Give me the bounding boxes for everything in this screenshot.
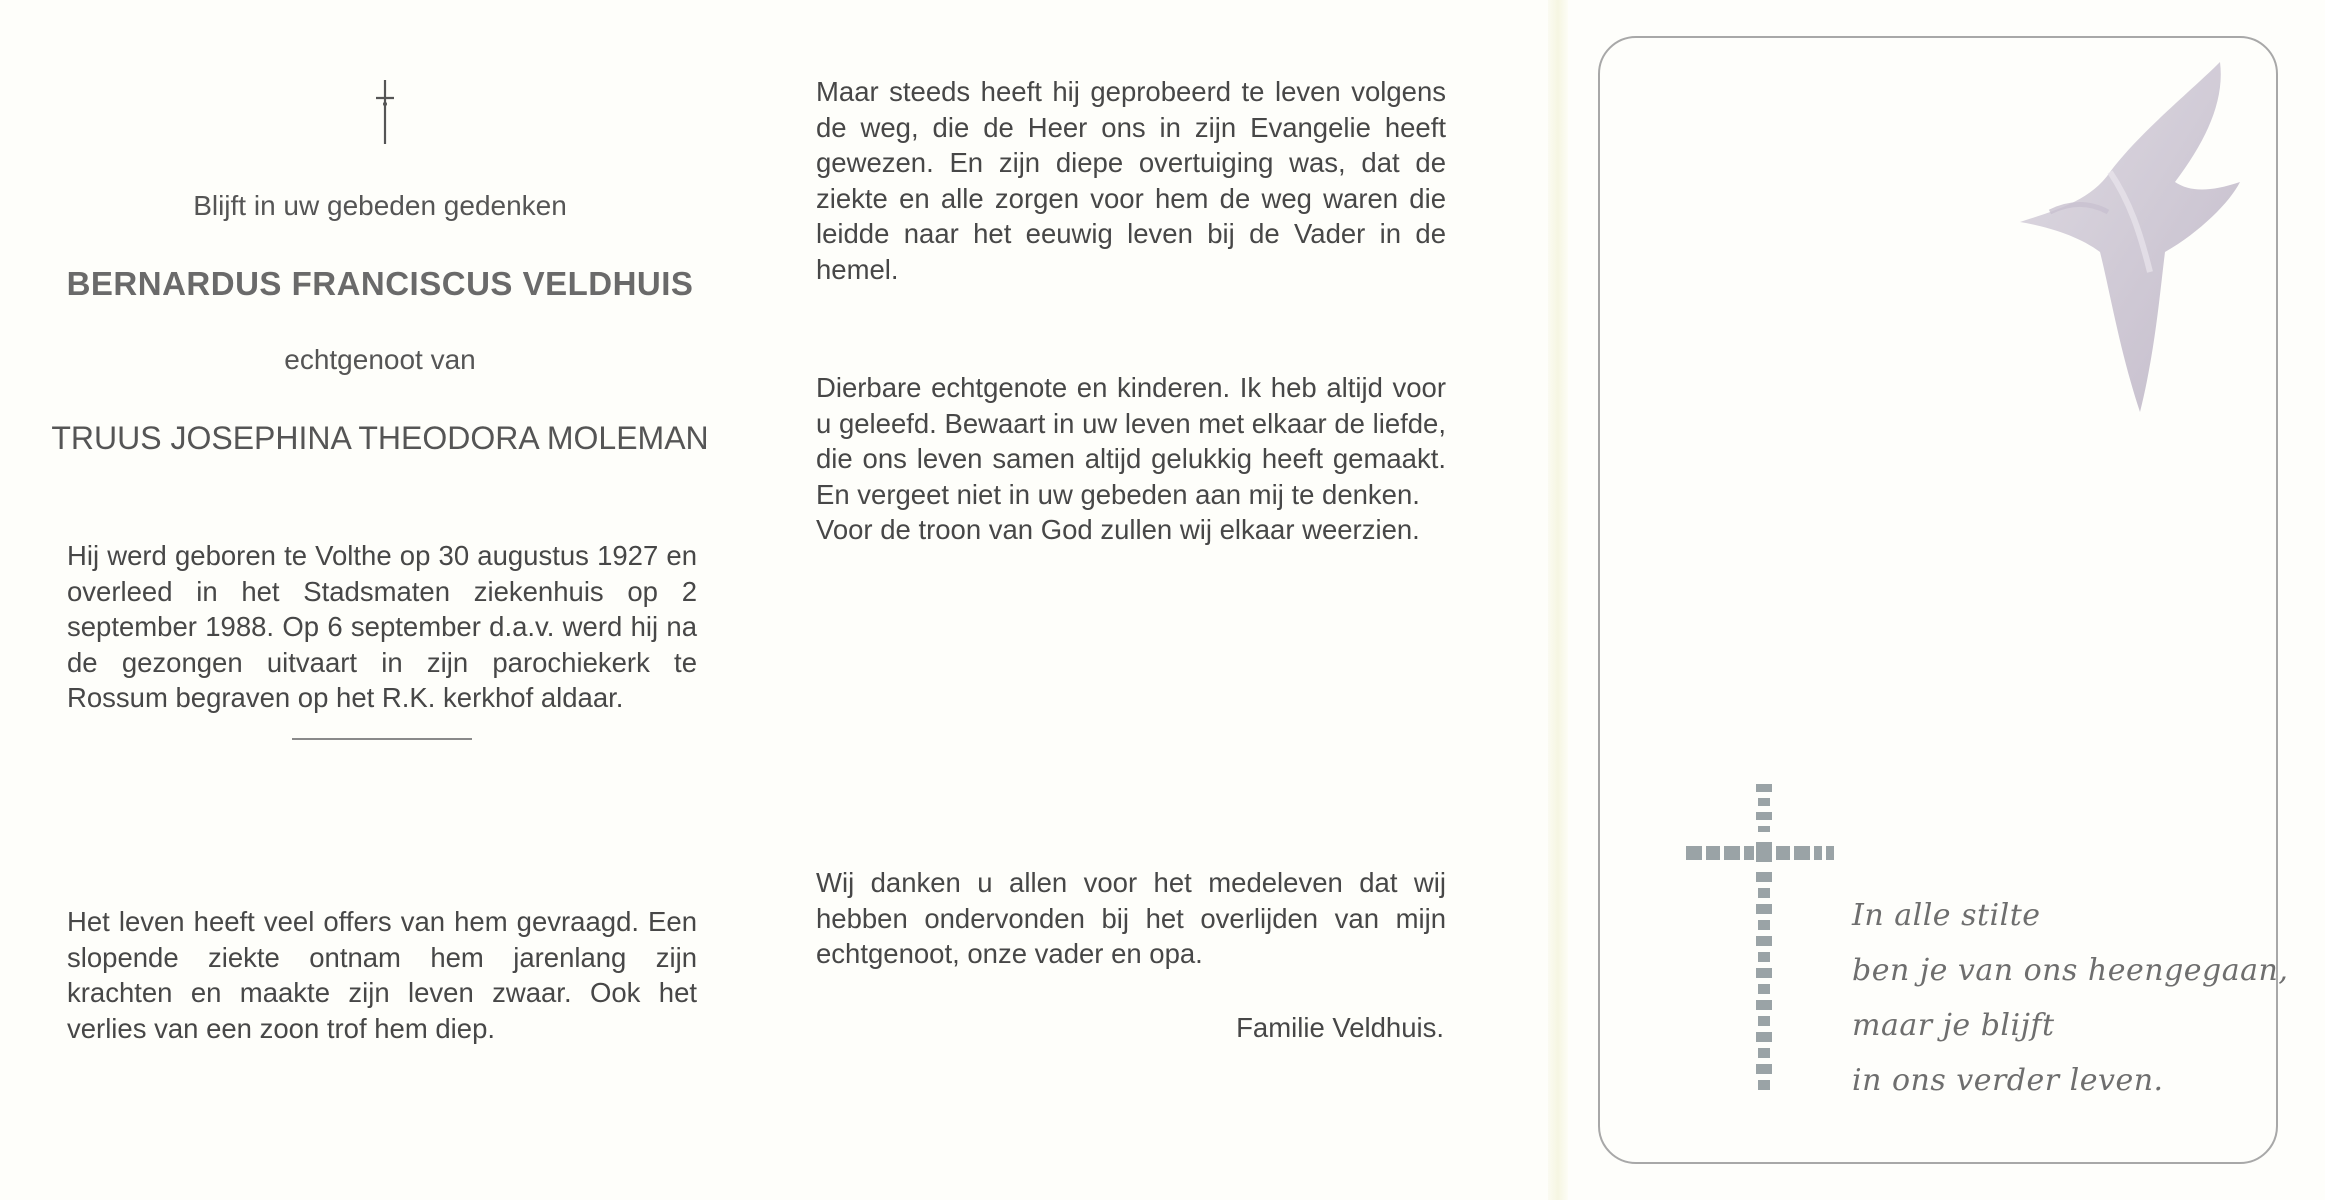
- poem-line-4: in ons verder leven.: [1852, 1063, 2164, 1098]
- remember-line: Blijft in uw gebeden gedenken: [193, 190, 567, 221]
- faith-paragraph: Maar steeds heeft hij geprobeerd te leven volgens de weg, die de Heer ons in zijn Evangelie heeft gewezen. En zijn diepe overtuiging was, dat de ziekte en alle zorgen voor hem de weg waren die leidde naar het eeuwig leven bij de Vader in de hemel.: [816, 76, 1446, 285]
- poem-line-1: In alle stilte: [1852, 898, 2041, 933]
- family-closing: Voor de troon van God zullen wij elkaar weerzien.: [816, 514, 1420, 545]
- poem-line-3: maar je blijft: [1852, 1008, 2055, 1043]
- signoff: Familie Veldhuis.: [1236, 1012, 1444, 1043]
- spouse-label: echtgenoot van: [284, 344, 476, 375]
- decorative-cross: [1684, 780, 1846, 1100]
- card-fold: [1548, 0, 1568, 1200]
- family-paragraph: [816, 370, 1446, 548]
- deceased-name: BERNARDUS FRANCISCUS VELDHUIS: [66, 265, 694, 302]
- divider-line: [292, 738, 472, 740]
- spouse-name: TRUUS JOSEPHINA THEODORA MOLEMAN: [51, 420, 709, 456]
- thanks-paragraph: Wij danken u allen voor het medeleven dat wij hebben ondervonden bij het overlijden van mijn echtgenoot, onze vader en opa.: [816, 867, 1446, 969]
- life-paragraph: Het leven heeft veel offers van hem gevraagd. Een slopende ziekte ontnam hem jarenlang zijn krachten en maakte zijn leven zwaar. Ook het verlies van een zoon trof hem diep.: [67, 906, 697, 1044]
- family-text: Dierbare echtgenote en kinderen. Ik heb altijd voor u geleefd. Bewaart in uw leven met elkaar de liefde, die ons leven samen altijd gelukkig heeft gemaakt. En vergeet niet in uw gebeden aan mij te denken.: [816, 372, 1446, 510]
- cover-poem: [1852, 888, 2289, 1108]
- birth-paragraph: Hij werd geboren te Volthe op 30 augustus 1927 en overleed in het Stadsmaten ziekenhuis op 2 september 1988. Op 6 september d.a.v. werd hij na de gezongen uitvaart in zijn parochiekerk te Rossum begraven op het R.K. kerkhof aldaar.: [67, 540, 697, 713]
- poem-line-2: ben je van ons heengegaan,: [1852, 953, 2289, 988]
- cross-icon: [373, 78, 397, 146]
- dove-image: [1990, 52, 2250, 422]
